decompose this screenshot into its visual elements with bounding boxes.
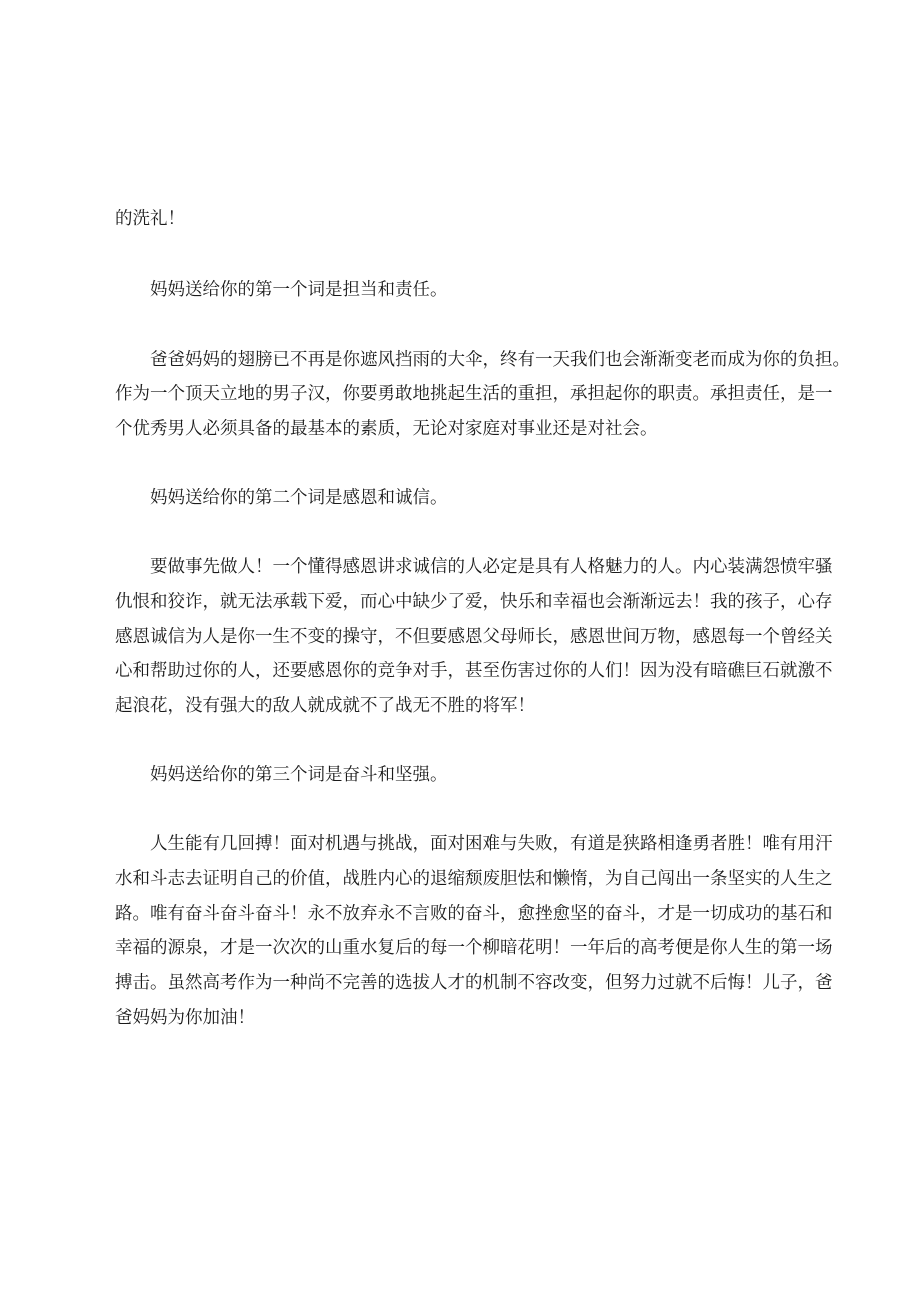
paragraph-2-line-4: 心和帮助过你的人，还要感恩你的竞争对手，甚至伤害过你的人们！因为没有暗礁巨石就激不 [115,661,833,681]
paragraph-3-line-5: 搏击。虽然高考作为一种尚不完善的选拔人才的机制不容改变，但努力过就不后悔！儿子，爸 [115,973,833,993]
paragraph-3-line-4: 幸福的源泉，才是一次次的山重水复后的每一个柳暗花明！一年后的高考便是你人生的第一场 [115,938,833,958]
paragraph-3-line-3: 路。唯有奋斗奋斗奋斗！永不放弃永不言败的奋斗，愈挫愈坚的奋斗，才是一切成功的基石和 [115,904,833,924]
paragraph-2-line-1: 要做事先做人！一个懂得感恩讲求诚信的人必定是具有人格魅力的人。内心装满怨愤牢骚 [150,557,833,577]
paragraph-1-line-3: 个优秀男人必须具备的最基本的素质，无论对家庭对事业还是对社会。 [115,419,658,439]
paragraph-2-line-3: 感恩诚信为人是你一生不变的操守，不但要感恩父母师长，感恩世间万物，感恩每一个曾经关 [115,627,833,647]
intro-tail-text: 的洗礼！ [115,209,185,229]
paragraph-1-line-1: 爸爸妈妈的翅膀已不再是你遮风挡雨的大伞，终有一天我们也会渐渐变老而成为你的负担。 [150,350,850,370]
paragraph-3-line-6: 爸妈妈为你加油！ [115,1008,255,1028]
paragraph-1-line-2: 作为一个顶天立地的男子汉，你要勇敢地挑起生活的重担，承担起你的职责。承担责任，是一 [115,384,833,404]
paragraph-3-line-1: 人生能有几回搏！面对机遇与挑战，面对困难与失败，有道是狭路相逢勇者胜！唯有用汗 [150,834,833,854]
paragraph-3-line-2: 水和斗志去证明自己的价值，战胜内心的退缩颓废胆怯和懒惰，为自己闯出一条坚实的人生之 [115,869,833,889]
heading-first-word: 妈妈送给你的第一个词是担当和责任。 [150,280,448,300]
heading-third-word: 妈妈送给你的第三个词是奋斗和坚强。 [150,765,448,785]
paragraph-2-line-2: 仇恨和狡诈，就无法承载下爱，而心中缺少了爱，快乐和幸福也会渐渐远去！我的孩子，心存 [115,592,833,612]
paragraph-2-line-5: 起浪花，没有强大的敌人就成就不了战无不胜的将军！ [115,696,535,716]
heading-second-word: 妈妈送给你的第二个词是感恩和诚信。 [150,488,448,508]
